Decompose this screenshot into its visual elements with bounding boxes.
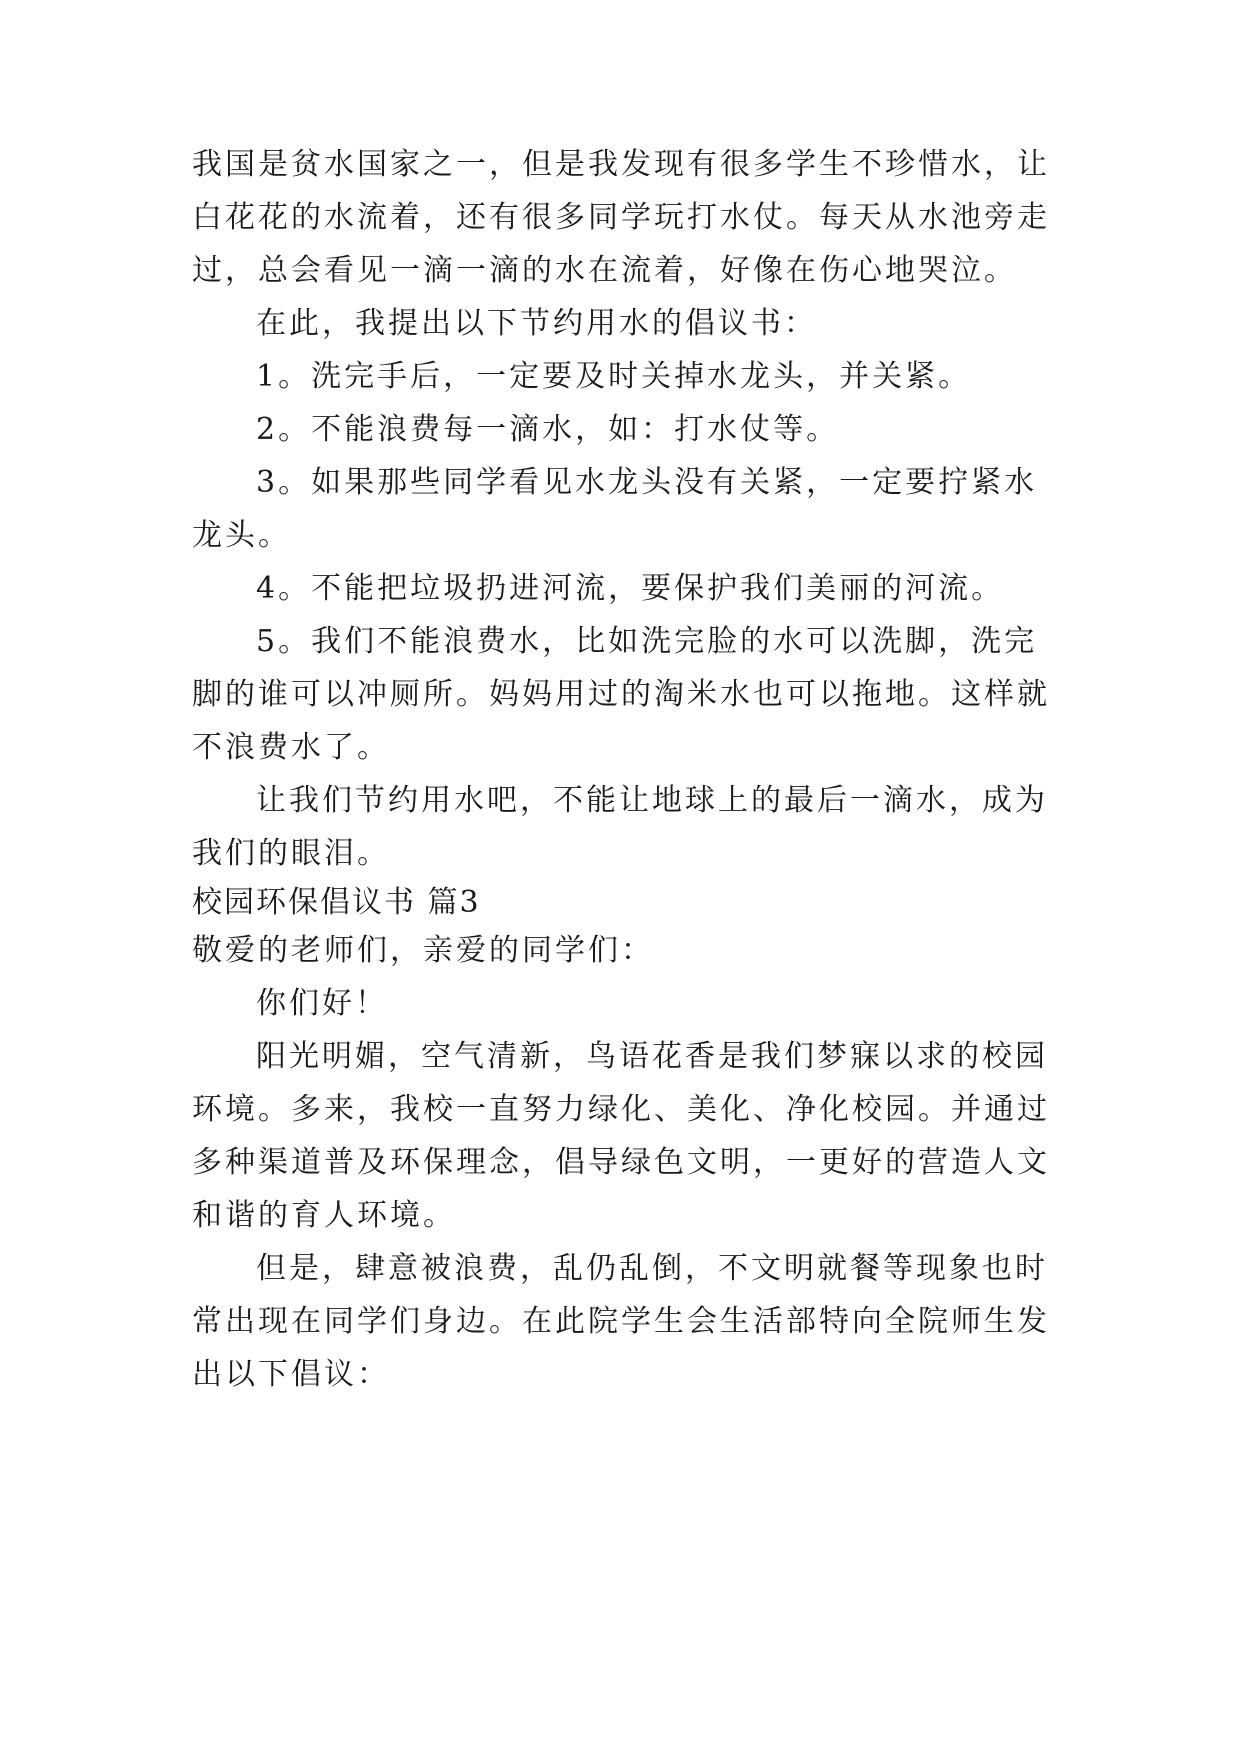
paragraph-intro-line-1: 我国是贫水国家之一，但是我发现有很多学生不珍惜水，让	[192, 147, 1050, 182]
paragraph-proposal-intro: 在此，我提出以下节约用水的倡议书：	[256, 306, 817, 341]
paragraph-environment-line-2: 环境。多来，我校一直努力绿化、美化、净化校园。并通过	[192, 1092, 1050, 1127]
paragraph-problem-line-1: 但是，肆意被浪费，乱仍乱倒，不文明就餐等现象也时	[256, 1251, 1048, 1286]
paragraph-intro-line-2: 白花花的水流着，还有很多同学玩打水仗。每天从水池旁走	[192, 200, 1050, 235]
paragraph-closing-line-2: 我们的眼泪。	[192, 836, 390, 871]
list-item-4: 4。不能把垃圾扔进河流，要保护我们美丽的河流。	[256, 571, 1005, 606]
list-item-1: 1。洗完手后，一定要及时关掉水龙头，并关紧。	[256, 359, 972, 394]
paragraph-intro-line-3: 过，总会看见一滴一滴的水在流着，好像在伤心地哭泣。	[192, 253, 1017, 288]
paragraph-problem-line-2: 常出现在同学们身边。在此院学生会生活部特向全院师生发	[192, 1304, 1050, 1339]
paragraph-problem-line-3: 出以下倡议：	[192, 1357, 390, 1392]
list-item-2: 2。不能浪费每一滴水，如：打水仗等。	[256, 412, 840, 447]
salutation: 敬爱的老师们，亲爱的同学们：	[192, 933, 654, 968]
list-item-5-line-3: 不浪费水了。	[192, 730, 390, 765]
greeting: 你们好！	[256, 986, 388, 1021]
paragraph-environment-line-1: 阳光明媚，空气清新，鸟语花香是我们梦寐以求的校园	[256, 1039, 1048, 1074]
section-title: 校园环保倡议书 篇3	[192, 885, 481, 920]
list-item-3-line-1: 3。如果那些同学看见水龙头没有关紧，一定要拧紧水	[256, 465, 1038, 500]
list-item-3-line-2: 龙头。	[192, 518, 291, 553]
list-item-5-line-1: 5。我们不能浪费水，比如洗完脸的水可以洗脚，洗完	[256, 624, 1038, 659]
list-item-5-line-2: 脚的谁可以冲厕所。妈妈用过的淘米水也可以拖地。这样就	[192, 677, 1050, 712]
paragraph-environment-line-3: 多种渠道普及环保理念，倡导绿色文明，一更好的营造人文	[192, 1145, 1050, 1180]
paragraph-closing-line-1: 让我们节约用水吧，不能让地球上的最后一滴水，成为	[256, 783, 1048, 818]
paragraph-environment-line-4: 和谐的育人环境。	[192, 1198, 456, 1233]
